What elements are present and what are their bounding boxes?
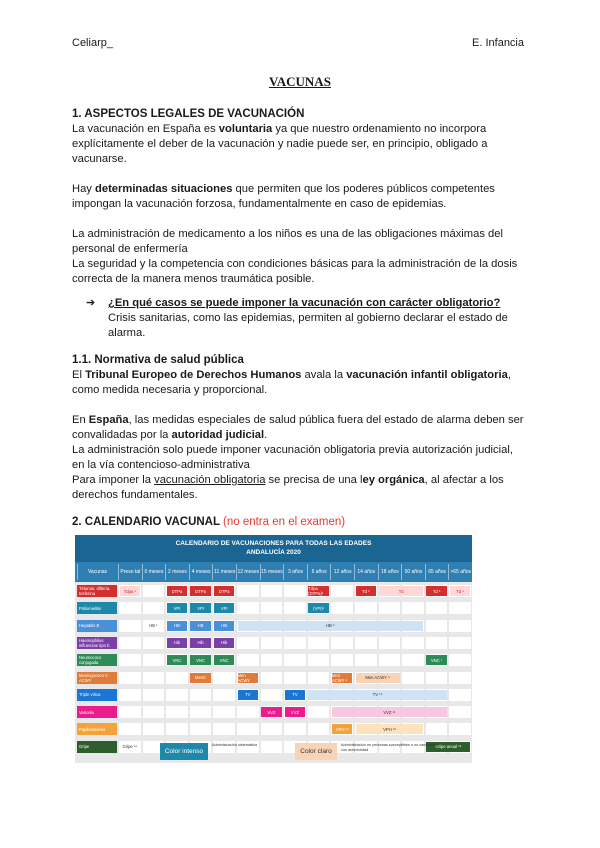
calendar-cell: [379, 602, 401, 614]
column-header: 15 meses: [260, 564, 284, 580]
dose-cell: Hib: [214, 638, 235, 648]
calendar-cell: [261, 689, 283, 701]
legend-intense-text: Administración sistemática: [212, 743, 257, 747]
calendar-cell: [308, 706, 330, 718]
section-heading: 1. ASPECTOS LEGALES DE VACUNACIÓN: [72, 108, 305, 120]
dose-cell: Tdpa ¹: [120, 586, 141, 596]
dose-cell: Gripe anual ¹⁵: [426, 742, 470, 752]
vaccine-row-label: Neumococo conjugada: [77, 654, 117, 666]
calendar-cell: [402, 672, 424, 684]
column-header: 0 meses: [142, 564, 166, 580]
calendar-cell: [166, 672, 188, 684]
calendar-cell: [449, 706, 471, 718]
column-header: 50 años: [401, 564, 425, 580]
dose-cell: VNC ⁷: [426, 655, 447, 665]
vaccine-row-label: Varicela: [77, 706, 117, 718]
dose-cell: Gripe ¹⁴: [120, 742, 141, 752]
paragraph: La vacunación en España es voluntaria ya que nuestro ordenamiento no incorpora explícitamente el deber de la vacunación y nadie puede ser, en principio, obligado a vacunarse.: [72, 123, 488, 165]
dose-cell: VPI: [167, 603, 188, 613]
calendar-title: CALENDARIO DE VACUNACIONES PARA TODAS LAS EDADES ANDALUCÍA 2020: [75, 535, 472, 562]
calendar-cell: [237, 585, 259, 597]
paragraph: El Tribunal Europeo de Derechos Humanos avala la vacunación infantil obligatoria, como medida necesaria y proporcional.: [72, 369, 511, 396]
calendar-cell: [449, 637, 471, 649]
calendar-cell: [331, 654, 353, 666]
dose-cell: Men ACWY ⁹: [356, 673, 400, 683]
calendar-cell: [143, 706, 165, 718]
vaccine-row-label: Tétanos, difteria, tosferina: [77, 585, 117, 597]
dose-cell: VPH ¹³: [356, 724, 424, 734]
paragraph: En España, las medidas especiales de salud pública fuera del estado de alarma deben ser convalidadas por la autoridad judicial.: [72, 414, 524, 441]
paragraph: La administración solo puede imponer vacunación obligatoria previa autorización judicial, en la vía contencioso-administrativa: [72, 444, 513, 471]
dose-cell: Td: [379, 586, 423, 596]
dose-cell: VPI: [214, 603, 235, 613]
dose-cell: VNC: [190, 655, 211, 665]
vaccine-row-label: Gripe: [77, 741, 117, 753]
dose-cell: (VPI)²: [308, 603, 329, 613]
paragraph: La administración de medicamento a los niños es una de las obligaciones máximas del personal de enfermería: [72, 228, 503, 255]
calendar-cell: [261, 585, 283, 597]
column-header: 65 años: [425, 564, 449, 580]
legend-light-text: Administración en personas susceptibles o no vacunadas con anterioridad: [341, 743, 438, 752]
section-normativa: [72, 353, 528, 503]
calendar-cell: [426, 723, 448, 735]
calendar-cell: [190, 689, 212, 701]
dose-cell: HB: [214, 621, 235, 631]
calendar-cell: [143, 637, 165, 649]
calendar-cell: [402, 654, 424, 666]
dose-cell: VNC: [167, 655, 188, 665]
section-calendario: [72, 515, 528, 530]
paragraph: Hay determinadas situaciones que permiten que los poderes públicos competentes impongan la vacunación forzosa, fundamentalmente en caso de epidemias.: [72, 183, 495, 210]
column-header: >65 años: [448, 564, 472, 580]
column-header: 11 meses: [212, 564, 236, 580]
calendar-cell: [331, 637, 353, 649]
calendar-cell: [119, 706, 141, 718]
dose-cell: MenC: [190, 673, 211, 683]
question-bullet: [86, 296, 516, 341]
calendar-cell: [426, 672, 448, 684]
calendar-cell: [426, 637, 448, 649]
arrow-icon: ➔: [86, 297, 96, 309]
vaccine-row-label: Hepatitis B: [77, 620, 117, 632]
column-header: 12 meses: [236, 564, 260, 580]
calendar-cell: [237, 723, 259, 735]
bullet-answer: Crisis sanitarias, como las epidemias, permiten al gobierno declarar el estado de alarma.: [108, 312, 508, 339]
calendar-cell: [261, 654, 283, 666]
dose-cell: DTPa: [167, 586, 188, 596]
document-title: VACUNAS: [269, 74, 331, 89]
exam-note: (no entra en el examen): [223, 516, 346, 528]
calendar-cell: [213, 706, 235, 718]
calendar-cell: [143, 672, 165, 684]
calendar-cell: [213, 689, 235, 701]
calendar-cell: [119, 637, 141, 649]
calendar-cell: [308, 654, 330, 666]
dose-cell: Hib: [167, 638, 188, 648]
calendar-cell: [119, 689, 141, 701]
calendar-cell: [449, 602, 471, 614]
calendar-cell: [284, 654, 306, 666]
calendar-cell: [143, 602, 165, 614]
calendar-cell: [190, 723, 212, 735]
dose-cell: TV: [285, 690, 306, 700]
calendar-cell: [166, 706, 188, 718]
section-heading: 1.1. Normativa de salud pública: [72, 354, 244, 366]
paragraph: La seguridad y la competencia con condiciones básicas para la administración de la dosis correcta de la manera menos traumática posible.: [72, 258, 518, 285]
calendar-cell: [213, 672, 235, 684]
calendar-cell: [402, 637, 424, 649]
calendar-cell: [143, 654, 165, 666]
calendar-cell: [379, 654, 401, 666]
vaccine-row-label: Meningococo C · ACWY: [77, 672, 117, 684]
calendar-cell: [284, 672, 306, 684]
column-header: 4 meses: [189, 564, 213, 580]
legend-light: Color claro: [295, 743, 337, 760]
column-header: 18 años: [378, 564, 402, 580]
dose-cell: Tdpa (DTPa)²: [308, 586, 329, 596]
calendar-cell: [119, 602, 141, 614]
calendar-cell: [449, 620, 471, 632]
dose-cell: Td ³: [356, 586, 377, 596]
dose-cell: HB: [167, 621, 188, 631]
calendar-cell: [261, 602, 283, 614]
calendar-cell: [237, 637, 259, 649]
column-header: Vacunas: [77, 564, 117, 580]
vaccine-row-label: Haemophilus influenzae tipo b: [77, 637, 117, 649]
column-header: 2 meses: [165, 564, 189, 580]
vaccine-calendar: [75, 535, 472, 763]
calendar-cell: [449, 672, 471, 684]
calendar-cell: [284, 723, 306, 735]
calendar-cell: [402, 602, 424, 614]
calendar-cell: [119, 620, 141, 632]
calendar-cell: [355, 602, 377, 614]
calendar-cell: [119, 654, 141, 666]
calendar-cell: [166, 689, 188, 701]
dose-cell: VNC: [214, 655, 235, 665]
dose-cell: HB ¹: [143, 621, 164, 631]
bullet-question: ¿En qué casos se puede imponer la vacunación con carácter obligatorio?: [108, 297, 501, 309]
calendar-cell: [331, 585, 353, 597]
calendar-cell: [237, 654, 259, 666]
dose-cell: Td ⁴: [450, 586, 471, 596]
calendar-cell: [308, 637, 330, 649]
calendar-cell: [355, 654, 377, 666]
vaccine-row-label: Papilomavirus: [77, 723, 117, 735]
dose-cell: DTPa: [214, 586, 235, 596]
legend-intense: Color intenso: [160, 743, 208, 760]
dose-cell: Td ³: [426, 586, 447, 596]
calendar-cell: [119, 723, 141, 735]
calendar-cell: [331, 602, 353, 614]
dose-cell: VVZ: [261, 707, 282, 717]
dose-cell: TV ¹⁰: [308, 690, 447, 700]
calendar-cell: [143, 585, 165, 597]
section-heading: 2. CALENDARIO VACUNAL (no entra en el examen): [72, 516, 346, 528]
calendar-cell: [190, 706, 212, 718]
paragraph: Para imponer la vacunación obligatoria se precisa de una ley orgánica, al afectar a los derechos fundamentales.: [72, 474, 504, 501]
calendar-cell: [284, 637, 306, 649]
column-header: 14 años: [354, 564, 378, 580]
calendar-cell: [143, 723, 165, 735]
vaccine-row-label: Poliomielitis: [77, 602, 117, 614]
dose-cell: TV: [238, 690, 259, 700]
calendar-cell: [261, 672, 283, 684]
calendar-cell: [237, 706, 259, 718]
vaccine-row-label: Triple vírica: [77, 689, 117, 701]
dose-cell: Men ACWY: [238, 673, 259, 683]
dose-cell: Men ACWY ⁸: [332, 673, 353, 683]
dose-cell: VVZ: [285, 707, 306, 717]
dose-cell: HB ⁵: [238, 621, 424, 631]
calendar-cell: [449, 723, 471, 735]
calendar-cell: [284, 585, 306, 597]
calendar-cell: [284, 602, 306, 614]
calendar-cell: [355, 637, 377, 649]
calendar-cell: [213, 723, 235, 735]
calendar-cell: [426, 620, 448, 632]
column-header: 12 años: [330, 564, 354, 580]
header-author: Celiarp_: [72, 37, 113, 49]
calendar-cell: [119, 672, 141, 684]
column-header: 6 años: [307, 564, 331, 580]
calendar-cell: [379, 637, 401, 649]
calendar-cell: [308, 723, 330, 735]
calendar-cell: [449, 654, 471, 666]
calendar-cell: [237, 602, 259, 614]
header-course: E. Infancia: [472, 37, 524, 49]
dose-cell: VVZ ¹¹: [332, 707, 447, 717]
column-header: 3 años: [283, 564, 307, 580]
calendar-cell: [261, 723, 283, 735]
dose-cell: VPI: [190, 603, 211, 613]
calendar-cell: [143, 689, 165, 701]
section-legal: [72, 107, 528, 287]
dose-cell: Hib: [190, 638, 211, 648]
calendar-cell: [426, 602, 448, 614]
dose-cell: VPH ¹²: [332, 724, 353, 734]
column-header: Preso tal: [118, 564, 142, 580]
dose-cell: DTPa: [190, 586, 211, 596]
dose-cell: HB: [190, 621, 211, 631]
calendar-cell: [449, 689, 471, 701]
calendar-cell: [308, 672, 330, 684]
calendar-cell: [166, 723, 188, 735]
calendar-cell: [261, 637, 283, 649]
